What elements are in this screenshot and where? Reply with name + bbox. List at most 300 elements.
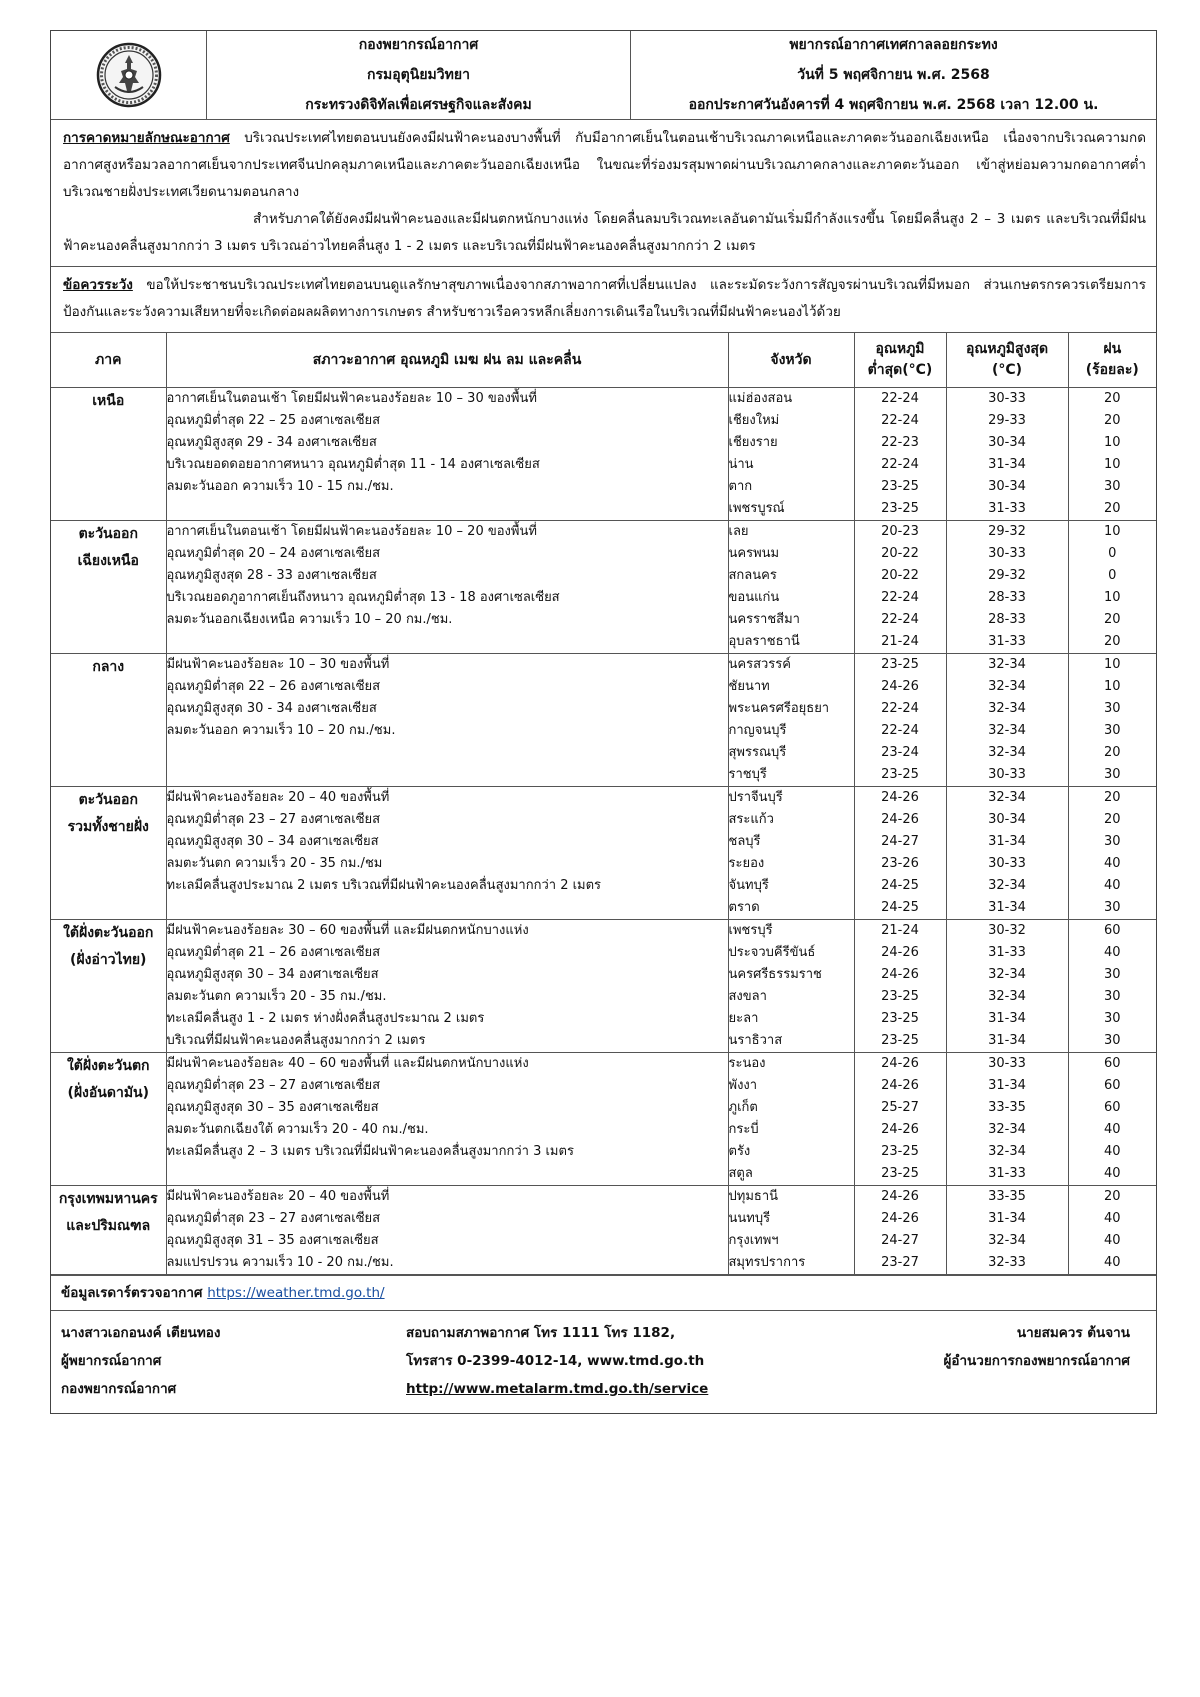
rain-value: 20: [1103, 812, 1121, 827]
tmin-value: 23-25: [881, 657, 919, 672]
tmin-value: 24-25: [881, 900, 919, 915]
rain-value: 40: [1103, 1122, 1121, 1137]
province-name-cell: [728, 787, 854, 920]
tmax-value-cell: [946, 1186, 1068, 1275]
province-name: น่าน: [728, 457, 754, 472]
tmax-value-cell: [946, 388, 1068, 521]
tmin-value: 24-27: [881, 834, 919, 849]
table-header-row: [51, 333, 1156, 388]
tmin-value: 22-24: [881, 612, 919, 627]
rain-value: 40: [1103, 1166, 1121, 1181]
header-region: ภาค: [51, 333, 166, 388]
tmin-value: 23-25: [881, 1144, 919, 1159]
rain-value-cell: [1068, 787, 1156, 920]
tmin-value: 22-24: [881, 723, 919, 738]
condition-line: ลมแปรปรวน ความเร็ว 10 - 20 กม./ชม.: [166, 1255, 394, 1270]
forecaster-block: [61, 1319, 406, 1407]
condition-line: อุณหภูมิสูงสุด 30 – 34 องศาเซลเซียส: [166, 967, 379, 982]
province-name: ภูเก็ต: [728, 1100, 758, 1115]
tmin-value: 24-26: [881, 1122, 919, 1137]
tmax-value-cell: [946, 920, 1068, 1053]
condition-cell: [166, 654, 728, 787]
condition-line: ลมตะวันออกเฉียงเหนือ ความเร็ว 10 – 20 กม./ชม.: [166, 612, 453, 627]
tmax-value: 29-32: [988, 568, 1026, 583]
condition-cell: [166, 787, 728, 920]
table-row: [51, 388, 1156, 521]
tmin-value: 22-24: [881, 701, 919, 716]
tmin-value: 22-24: [881, 457, 919, 472]
condition-line: อุณหภูมิต่ำสุด 21 – 26 องศาเซลเซียส: [166, 945, 381, 960]
province-name: ชลบุรี: [728, 834, 761, 849]
condition-cell: [166, 920, 728, 1053]
condition-line: อุณหภูมิสูงสุด 30 - 34 องศาเซลเซียส: [166, 701, 377, 716]
outlook-text: บริเวณประเทศไทยตอนบนยังคงมีฝนฟ้าคะนองบางพื้นที่ กับมีอากาศเย็นในตอนเช้าบริเวณภาคเหนือและภาคตะวันออกเฉียงเหนือ เนื่องจากบริเวณความกดอากาศสูงหรือมวลอากาศเย็นจากประเทศจีนปกคลุมภาคเหนือและภาคตะวันออกเฉียงเหนือ ในขณะที่ร่องมรสุมพาดผ่านบริเวณภาคกลางและภาคตะวันออก เข้าสู่หย่อมความกดอากาศต่ำบริเวณชายฝั่งประเทศเวียดนามตอนกลาง: [63, 130, 1146, 200]
rain-value: 30: [1103, 989, 1121, 1004]
tmax-value: 29-32: [988, 524, 1026, 539]
province-name: สกลนคร: [728, 568, 777, 583]
rain-value: 20: [1103, 501, 1121, 516]
province-name: พระนครศรีอยุธยา: [728, 701, 830, 716]
header-tmax: [946, 333, 1068, 388]
region-name: ตะวันออก: [78, 792, 138, 808]
tmax-value: 31-34: [988, 1078, 1026, 1093]
rain-value: 10: [1103, 524, 1121, 539]
tmin-value: 20-22: [881, 568, 919, 583]
province-name: พังงา: [728, 1078, 758, 1093]
caution-label: ข้อควรระวัง: [63, 277, 133, 293]
province-name: กรุงเทพฯ: [728, 1233, 779, 1248]
rain-value-cell: [1068, 1186, 1156, 1275]
province-name: ขอนแก่น: [728, 590, 780, 605]
tmax-value: 32-34: [988, 967, 1026, 982]
province-name: นนทบุรี: [728, 1211, 771, 1226]
table-row: [51, 1186, 1156, 1275]
radar-link[interactable]: https://weather.tmd.go.th/: [207, 1285, 385, 1301]
region-name: กรุงเทพมหานคร: [58, 1191, 158, 1207]
province-name: นครราชสีมา: [728, 612, 800, 627]
header-tmax-line1: อุณหภูมิสูงสุด: [965, 341, 1049, 357]
condition-line: บริเวณยอดดอยอากาศหนาว อุณหภูมิต่ำสุด 11 - 14 องศาเซลเซียส: [166, 457, 540, 472]
province-name-cell: [728, 1053, 854, 1186]
condition-line: บริเวณยอดภูอากาศเย็นถึงหนาว อุณหภูมิต่ำสุด 13 - 18 องศาเซลเซียส: [166, 590, 560, 605]
province-name: ระยอง: [728, 856, 765, 871]
province-name-cell: [728, 654, 854, 787]
rain-value: 10: [1103, 435, 1121, 450]
condition-line: อุณหภูมิต่ำสุด 23 – 27 องศาเซลเซียส: [166, 1211, 381, 1226]
metalarm-link[interactable]: http://www.metalarm.tmd.go.th/service: [406, 1381, 709, 1397]
table-row: [51, 920, 1156, 1053]
rain-value: 30: [1103, 479, 1121, 494]
tmax-value: 28-33: [988, 612, 1026, 627]
rain-value: 20: [1103, 790, 1121, 805]
condition-line: มีฝนฟ้าคะนองร้อยละ 40 – 60 ของพื้นที่ และมีฝนตกหนักบางแห่ง: [166, 1056, 529, 1071]
tmin-value: 24-26: [881, 945, 919, 960]
province-name: กระบี่: [728, 1122, 759, 1137]
rain-value: 40: [1103, 945, 1121, 960]
region-name: ใต้ฝั่งตะวันออก: [63, 925, 154, 941]
tmin-value: 24-26: [881, 790, 919, 805]
tmax-value-cell: [946, 1053, 1068, 1186]
forecaster-division: กองพยากรณ์อากาศ: [61, 1381, 177, 1397]
rain-value: 60: [1103, 923, 1121, 938]
condition-line: อากาศเย็นในตอนเช้า โดยมีฝนฟ้าคะนองร้อยละ 10 – 20 ของพื้นที่: [166, 524, 537, 539]
tmax-value: 33-35: [988, 1100, 1026, 1115]
tmin-value: 24-27: [881, 1233, 919, 1248]
header-province: จังหวัด: [728, 333, 854, 388]
province-name: ตาก: [728, 479, 753, 494]
condition-line: อุณหภูมิสูงสุด 30 – 35 องศาเซลเซียส: [166, 1100, 379, 1115]
tmin-value: 23-25: [881, 501, 919, 516]
forecast-table: [51, 333, 1156, 1275]
tmax-value: 31-34: [988, 457, 1026, 472]
rain-value: 40: [1103, 1144, 1121, 1159]
province-name: ราชบุรี: [728, 767, 767, 782]
header-rain-line2: (ร้อยละ): [1085, 362, 1139, 378]
forecast-table-wrap: [51, 333, 1156, 1276]
radar-section: [51, 1276, 1156, 1311]
tmax-value: 30-33: [988, 767, 1026, 782]
tmin-value: 23-25: [881, 1011, 919, 1026]
condition-line: อุณหภูมิต่ำสุด 23 – 27 องศาเซลเซียส: [166, 812, 381, 827]
tmax-value-cell: [946, 521, 1068, 654]
rain-value: 0: [1108, 546, 1117, 561]
tmin-value: 24-26: [881, 1189, 919, 1204]
director-block: [866, 1319, 1146, 1407]
province-name: เพชรบูรณ์: [728, 501, 785, 516]
tmin-value: 23-25: [881, 1033, 919, 1048]
tmax-value: 32-33: [988, 1255, 1026, 1270]
condition-cell: [166, 1053, 728, 1186]
condition-line: ทะเลมีคลื่นสูง 2 – 3 เมตร บริเวณที่มีฝนฟ้าคะนองคลื่นสูงมากกว่า 3 เมตร: [166, 1144, 574, 1159]
region-name: กลาง: [92, 659, 125, 675]
tmax-value: 30-34: [988, 435, 1026, 450]
tmax-value: 31-34: [988, 900, 1026, 915]
tmin-value-cell: [854, 1053, 946, 1186]
tmax-value: 32-34: [988, 657, 1026, 672]
province-name-cell: [728, 920, 854, 1053]
tmin-value-cell: [854, 787, 946, 920]
province-name: เชียงราย: [728, 435, 778, 450]
region-cell: [51, 1053, 166, 1186]
tmax-value: 31-34: [988, 1011, 1026, 1026]
forecast-document: [50, 30, 1157, 1414]
region-name: เหนือ: [92, 393, 125, 409]
tmax-value: 30-33: [988, 546, 1026, 561]
province-name: สงขลา: [728, 989, 767, 1004]
province-name: เชียงใหม่: [728, 413, 780, 428]
outlook-section: [51, 120, 1156, 267]
rain-value: 30: [1103, 701, 1121, 716]
tmin-value: 24-26: [881, 679, 919, 694]
province-name-cell: [728, 521, 854, 654]
tmin-value-cell: [854, 388, 946, 521]
province-name: ประจวบคีรีขันธ์: [728, 945, 816, 960]
organization-block: [207, 31, 631, 119]
radar-label: ข้อมูลเรดาร์ตรวจอากาศ: [61, 1285, 208, 1301]
region-cell: [51, 787, 166, 920]
rain-value: 0: [1108, 568, 1117, 583]
province-name: เลย: [728, 524, 749, 539]
tmin-value-cell: [854, 521, 946, 654]
tmax-value: 32-34: [988, 723, 1026, 738]
condition-line: อุณหภูมิต่ำสุด 22 – 26 องศาเซลเซียส: [166, 679, 381, 694]
tmin-value: 23-25: [881, 989, 919, 1004]
tmin-value: 22-23: [881, 435, 919, 450]
tmin-value: 22-24: [881, 391, 919, 406]
tmin-value: 20-23: [881, 524, 919, 539]
province-name: ระนอง: [728, 1056, 766, 1071]
tmin-value-cell: [854, 654, 946, 787]
region-name: เฉียงเหนือ: [77, 553, 139, 569]
tmin-value: 22-24: [881, 413, 919, 428]
rain-value: 40: [1103, 1255, 1121, 1270]
forecast-title-block: [631, 31, 1156, 119]
region-name: ใต้ฝั่งตะวันตก: [66, 1058, 150, 1074]
rain-value: 60: [1103, 1100, 1121, 1115]
rain-value: 30: [1103, 723, 1121, 738]
tmax-value: 30-33: [988, 391, 1026, 406]
tmax-value: 32-34: [988, 745, 1026, 760]
rain-value-cell: [1068, 388, 1156, 521]
header-tmin-line1: อุณหภูมิ: [875, 341, 925, 357]
region-name: (ฝั่งอ่าวไทย): [70, 952, 147, 968]
org-department: กรมอุตุนิยมวิทยา: [367, 67, 470, 83]
tmin-value: 23-27: [881, 1255, 919, 1270]
region-name: และปริมณฑล: [66, 1218, 151, 1234]
tmax-value: 30-32: [988, 923, 1026, 938]
outlook-text-south: สำหรับภาคใต้ยังคงมีฝนฟ้าคะนองและมีฝนตกหนักบางแห่ง โดยคลื่นลมบริเวณทะเลอันดามันเริ่มมีกำลังแรงขึ้น โดยมีคลื่นสูง 2 – 3 เมตร และบริเวณที่มีฝนฟ้าคะนองคลื่นสูงมากกว่า 3 เมตร บริเวณอ่าวไทยคลื่นสูง 1 - 2 เมตร และบริเวณที่มีฝนฟ้าคะนองคลื่นสูงมากกว่า 2 เมตร: [63, 211, 1146, 254]
tmax-value: 28-33: [988, 590, 1026, 605]
condition-cell: [166, 1186, 728, 1275]
province-name: ตรัง: [728, 1144, 751, 1159]
table-row: [51, 654, 1156, 787]
condition-cell: [166, 388, 728, 521]
tmax-value: 31-34: [988, 1211, 1026, 1226]
region-cell: [51, 920, 166, 1053]
rain-value: 20: [1103, 612, 1121, 627]
tmax-value: 31-33: [988, 501, 1026, 516]
rain-value: 40: [1103, 1233, 1121, 1248]
condition-line: บริเวณที่มีฝนฟ้าคะนองคลื่นสูงมากกว่า 2 เมตร: [166, 1033, 426, 1048]
tmin-value: 25-27: [881, 1100, 919, 1115]
org-division: กองพยากรณ์อากาศ: [358, 37, 479, 53]
forecaster-name: นางสาวเอกอนงค์ เตียนทอง: [61, 1325, 221, 1341]
tmax-value-cell: [946, 654, 1068, 787]
rain-value: 60: [1103, 1056, 1121, 1071]
tmin-value: 23-26: [881, 856, 919, 871]
rain-value: 10: [1103, 457, 1121, 472]
rain-value: 10: [1103, 657, 1121, 672]
tmin-value: 21-24: [881, 634, 919, 649]
tmax-value: 32-34: [988, 701, 1026, 716]
province-name: นครพนม: [728, 546, 780, 561]
rain-value: 10: [1103, 590, 1121, 605]
tmin-value: 24-26: [881, 1078, 919, 1093]
region-cell: [51, 654, 166, 787]
province-name-cell: [728, 388, 854, 521]
province-name: จันทบุรี: [728, 878, 769, 893]
header-rain-line1: ฝน: [1103, 341, 1122, 357]
province-name: ปราจีนบุรี: [728, 790, 783, 805]
province-name-cell: [728, 1186, 854, 1275]
tmin-value: 22-24: [881, 590, 919, 605]
condition-line: ลมตะวันออก ความเร็ว 10 - 15 กม./ชม.: [166, 479, 394, 494]
province-name: เพชรบุรี: [728, 923, 773, 938]
rain-value: 40: [1103, 878, 1121, 893]
table-row: [51, 1053, 1156, 1186]
region-name: (ฝั่งอันดามัน): [67, 1085, 150, 1101]
tmd-seal-icon: [95, 41, 163, 109]
org-ministry: กระทรวงดิจิทัลเพื่อเศรษฐกิจและสังคม: [305, 97, 532, 113]
tmax-value: 32-34: [988, 1122, 1026, 1137]
tmax-value: 31-33: [988, 945, 1026, 960]
forecast-title: พยากรณ์อากาศเทศกาลลอยกระทง: [789, 37, 998, 53]
condition-line: อุณหภูมิต่ำสุด 20 – 24 องศาเซลเซียส: [166, 546, 381, 561]
province-name: ปทุมธานี: [728, 1189, 779, 1204]
rain-value: 30: [1103, 767, 1121, 782]
contact-block: [406, 1319, 866, 1407]
rain-value-cell: [1068, 1053, 1156, 1186]
rain-value-cell: [1068, 920, 1156, 1053]
province-name: ชัยนาท: [728, 679, 770, 694]
rain-value: 30: [1103, 967, 1121, 982]
condition-cell: [166, 521, 728, 654]
outlook-label: การคาดหมายลักษณะอากาศ: [63, 130, 230, 146]
region-cell: [51, 521, 166, 654]
contact-fax: โทรสาร 0-2399-4012-14, www.tmd.go.th: [406, 1353, 705, 1369]
condition-line: อุณหภูมิต่ำสุด 23 – 27 องศาเซลเซียส: [166, 1078, 381, 1093]
region-cell: [51, 1186, 166, 1275]
caution-text: ขอให้ประชาชนบริเวณประเทศไทยตอนบนดูแลรักษาสุขภาพเนื่องจากสภาพอากาศที่เปลี่ยนแปลง และระมัดระวังการสัญจรผ่านบริเวณที่มีหมอก ส่วนเกษตรกรควรเตรียมการป้องกันและระวังความเสียหายที่จะเกิดต่อผลผลิตทางการเกษตร สำหรับชาวเรือควรหลีกเลี่ยงการเดินเรือในบริเวณที่มีฝนฟ้าคะนองไว้ด้วย: [63, 277, 1146, 320]
province-name: สระแก้ว: [728, 812, 774, 827]
condition-line: ลมตะวันออก ความเร็ว 10 – 20 กม./ชม.: [166, 723, 396, 738]
tmax-value: 30-34: [988, 479, 1026, 494]
table-body: [51, 388, 1156, 1275]
condition-line: ลมตะวันตก ความเร็ว 20 - 35 กม./ชม.: [166, 989, 387, 1004]
contact-phone: สอบถามสภาพอากาศ โทร 1111 โทร 1182,: [406, 1325, 676, 1341]
province-name: นราธิวาส: [728, 1033, 783, 1048]
rain-value: 30: [1103, 1011, 1121, 1026]
tmax-value: 30-34: [988, 812, 1026, 827]
tmax-value: 32-34: [988, 790, 1026, 805]
condition-line: ลมตะวันตกเฉียงใต้ ความเร็ว 20 - 40 กม./ชม.: [166, 1122, 429, 1137]
caution-section: [51, 267, 1156, 333]
rain-value: 20: [1103, 413, 1121, 428]
tmin-value: 23-25: [881, 1166, 919, 1181]
region-cell: [51, 388, 166, 521]
tmin-value: 21-24: [881, 923, 919, 938]
tmax-value: 32-34: [988, 1144, 1026, 1159]
tmin-value: 24-26: [881, 967, 919, 982]
province-name: ตราด: [728, 900, 760, 915]
province-name: นครสวรรค์: [728, 657, 791, 672]
table-row: [51, 521, 1156, 654]
condition-line: อากาศเย็นในตอนเช้า โดยมีฝนฟ้าคะนองร้อยละ 10 – 30 ของพื้นที่: [166, 391, 537, 406]
tmd-logo: [51, 31, 207, 119]
document-footer: [51, 1311, 1156, 1413]
province-name: สตูล: [728, 1166, 753, 1181]
tmin-value: 24-26: [881, 1211, 919, 1226]
tmax-value: 29-33: [988, 413, 1026, 428]
tmax-value: 32-34: [988, 679, 1026, 694]
condition-line: อุณหภูมิสูงสุด 30 – 34 องศาเซลเซียส: [166, 834, 379, 849]
header-tmax-line2: (°C): [991, 362, 1023, 378]
rain-value: 20: [1103, 1189, 1121, 1204]
tmin-value: 23-25: [881, 767, 919, 782]
header-tmin: [854, 333, 946, 388]
condition-line: มีฝนฟ้าคะนองร้อยละ 20 – 40 ของพื้นที่: [166, 1189, 390, 1204]
tmax-value: 32-34: [988, 989, 1026, 1004]
rain-value-cell: [1068, 654, 1156, 787]
condition-line: มีฝนฟ้าคะนองร้อยละ 20 – 40 ของพื้นที่: [166, 790, 390, 805]
forecast-date: วันที่ 5 พฤศจิกายน พ.ศ. 2568: [797, 67, 990, 83]
tmin-value: 20-22: [881, 546, 919, 561]
tmin-value: 24-26: [881, 812, 919, 827]
rain-value: 30: [1103, 900, 1121, 915]
table-row: [51, 787, 1156, 920]
province-name: ยะลา: [728, 1011, 759, 1026]
tmax-value: 31-34: [988, 834, 1026, 849]
condition-line: มีฝนฟ้าคะนองร้อยละ 10 – 30 ของพื้นที่: [166, 657, 390, 672]
rain-value: 20: [1103, 391, 1121, 406]
region-name: ตะวันออก: [78, 526, 138, 542]
province-name: สุพรรณบุรี: [728, 745, 787, 760]
tmin-value: 23-24: [881, 745, 919, 760]
tmax-value: 33-35: [988, 1189, 1026, 1204]
rain-value: 40: [1103, 1211, 1121, 1226]
rain-value: 20: [1103, 745, 1121, 760]
condition-line: อุณหภูมิสูงสุด 29 - 34 องศาเซลเซียส: [166, 435, 377, 450]
condition-line: มีฝนฟ้าคะนองร้อยละ 30 – 60 ของพื้นที่ และมีฝนตกหนักบางแห่ง: [166, 923, 529, 938]
director-title: ผู้อำนวยการกองพยากรณ์อากาศ: [943, 1353, 1130, 1369]
region-name: รวมทั้งชายฝั่ง: [67, 819, 149, 835]
province-name: อุบลราชธานี: [728, 634, 800, 649]
condition-line: ทะเลมีคลื่นสูงประมาณ 2 เมตร บริเวณที่มีฝนฟ้าคะนองคลื่นสูงมากกว่า 2 เมตร: [166, 878, 602, 893]
province-name: สมุทรปราการ: [728, 1255, 806, 1270]
document-header: [51, 31, 1156, 120]
tmin-value: 24-25: [881, 878, 919, 893]
header-rain: [1068, 333, 1156, 388]
rain-value: 20: [1103, 634, 1121, 649]
condition-line: อุณหภูมิสูงสุด 28 - 33 องศาเซลเซียส: [166, 568, 377, 583]
header-tmin-line2: ต่ำสุด(°C): [867, 362, 933, 378]
rain-value: 10: [1103, 679, 1121, 694]
province-name: นครศรีธรรมราช: [728, 967, 822, 982]
condition-line: อุณหภูมิต่ำสุด 22 – 25 องศาเซลเซียส: [166, 413, 381, 428]
issued-time: ออกประกาศวันอังคารที่ 4 พฤศจิกายน พ.ศ. 2568 เวลา 12.00 น.: [688, 97, 1099, 113]
rain-value: 40: [1103, 856, 1121, 871]
tmin-value: 23-25: [881, 479, 919, 494]
condition-line: ลมตะวันตก ความเร็ว 20 - 35 กม./ชม: [166, 856, 383, 871]
rain-value: 60: [1103, 1078, 1121, 1093]
rain-value: 30: [1103, 1033, 1121, 1048]
condition-line: ทะเลมีคลื่นสูง 1 - 2 เมตร ห่างฝั่งคลื่นสูงประมาณ 2 เมตร: [166, 1011, 485, 1026]
tmax-value: 31-33: [988, 1166, 1026, 1181]
tmax-value: 30-33: [988, 1056, 1026, 1071]
tmax-value: 30-33: [988, 856, 1026, 871]
tmax-value-cell: [946, 787, 1068, 920]
forecaster-title: ผู้พยากรณ์อากาศ: [61, 1353, 162, 1369]
tmax-value: 31-33: [988, 634, 1026, 649]
tmax-value: 32-34: [988, 878, 1026, 893]
rain-value-cell: [1068, 521, 1156, 654]
header-condition: สภาวะอากาศ อุณหภูมิ เมฆ ฝน ลม และคลื่น: [166, 333, 728, 388]
tmin-value-cell: [854, 920, 946, 1053]
province-name: กาญจนบุรี: [728, 723, 787, 738]
tmax-value: 32-34: [988, 1233, 1026, 1248]
condition-line: อุณหภูมิสูงสุด 31 – 35 องศาเซลเซียส: [166, 1233, 379, 1248]
director-name: นายสมควร ต้นจาน: [1016, 1325, 1130, 1341]
